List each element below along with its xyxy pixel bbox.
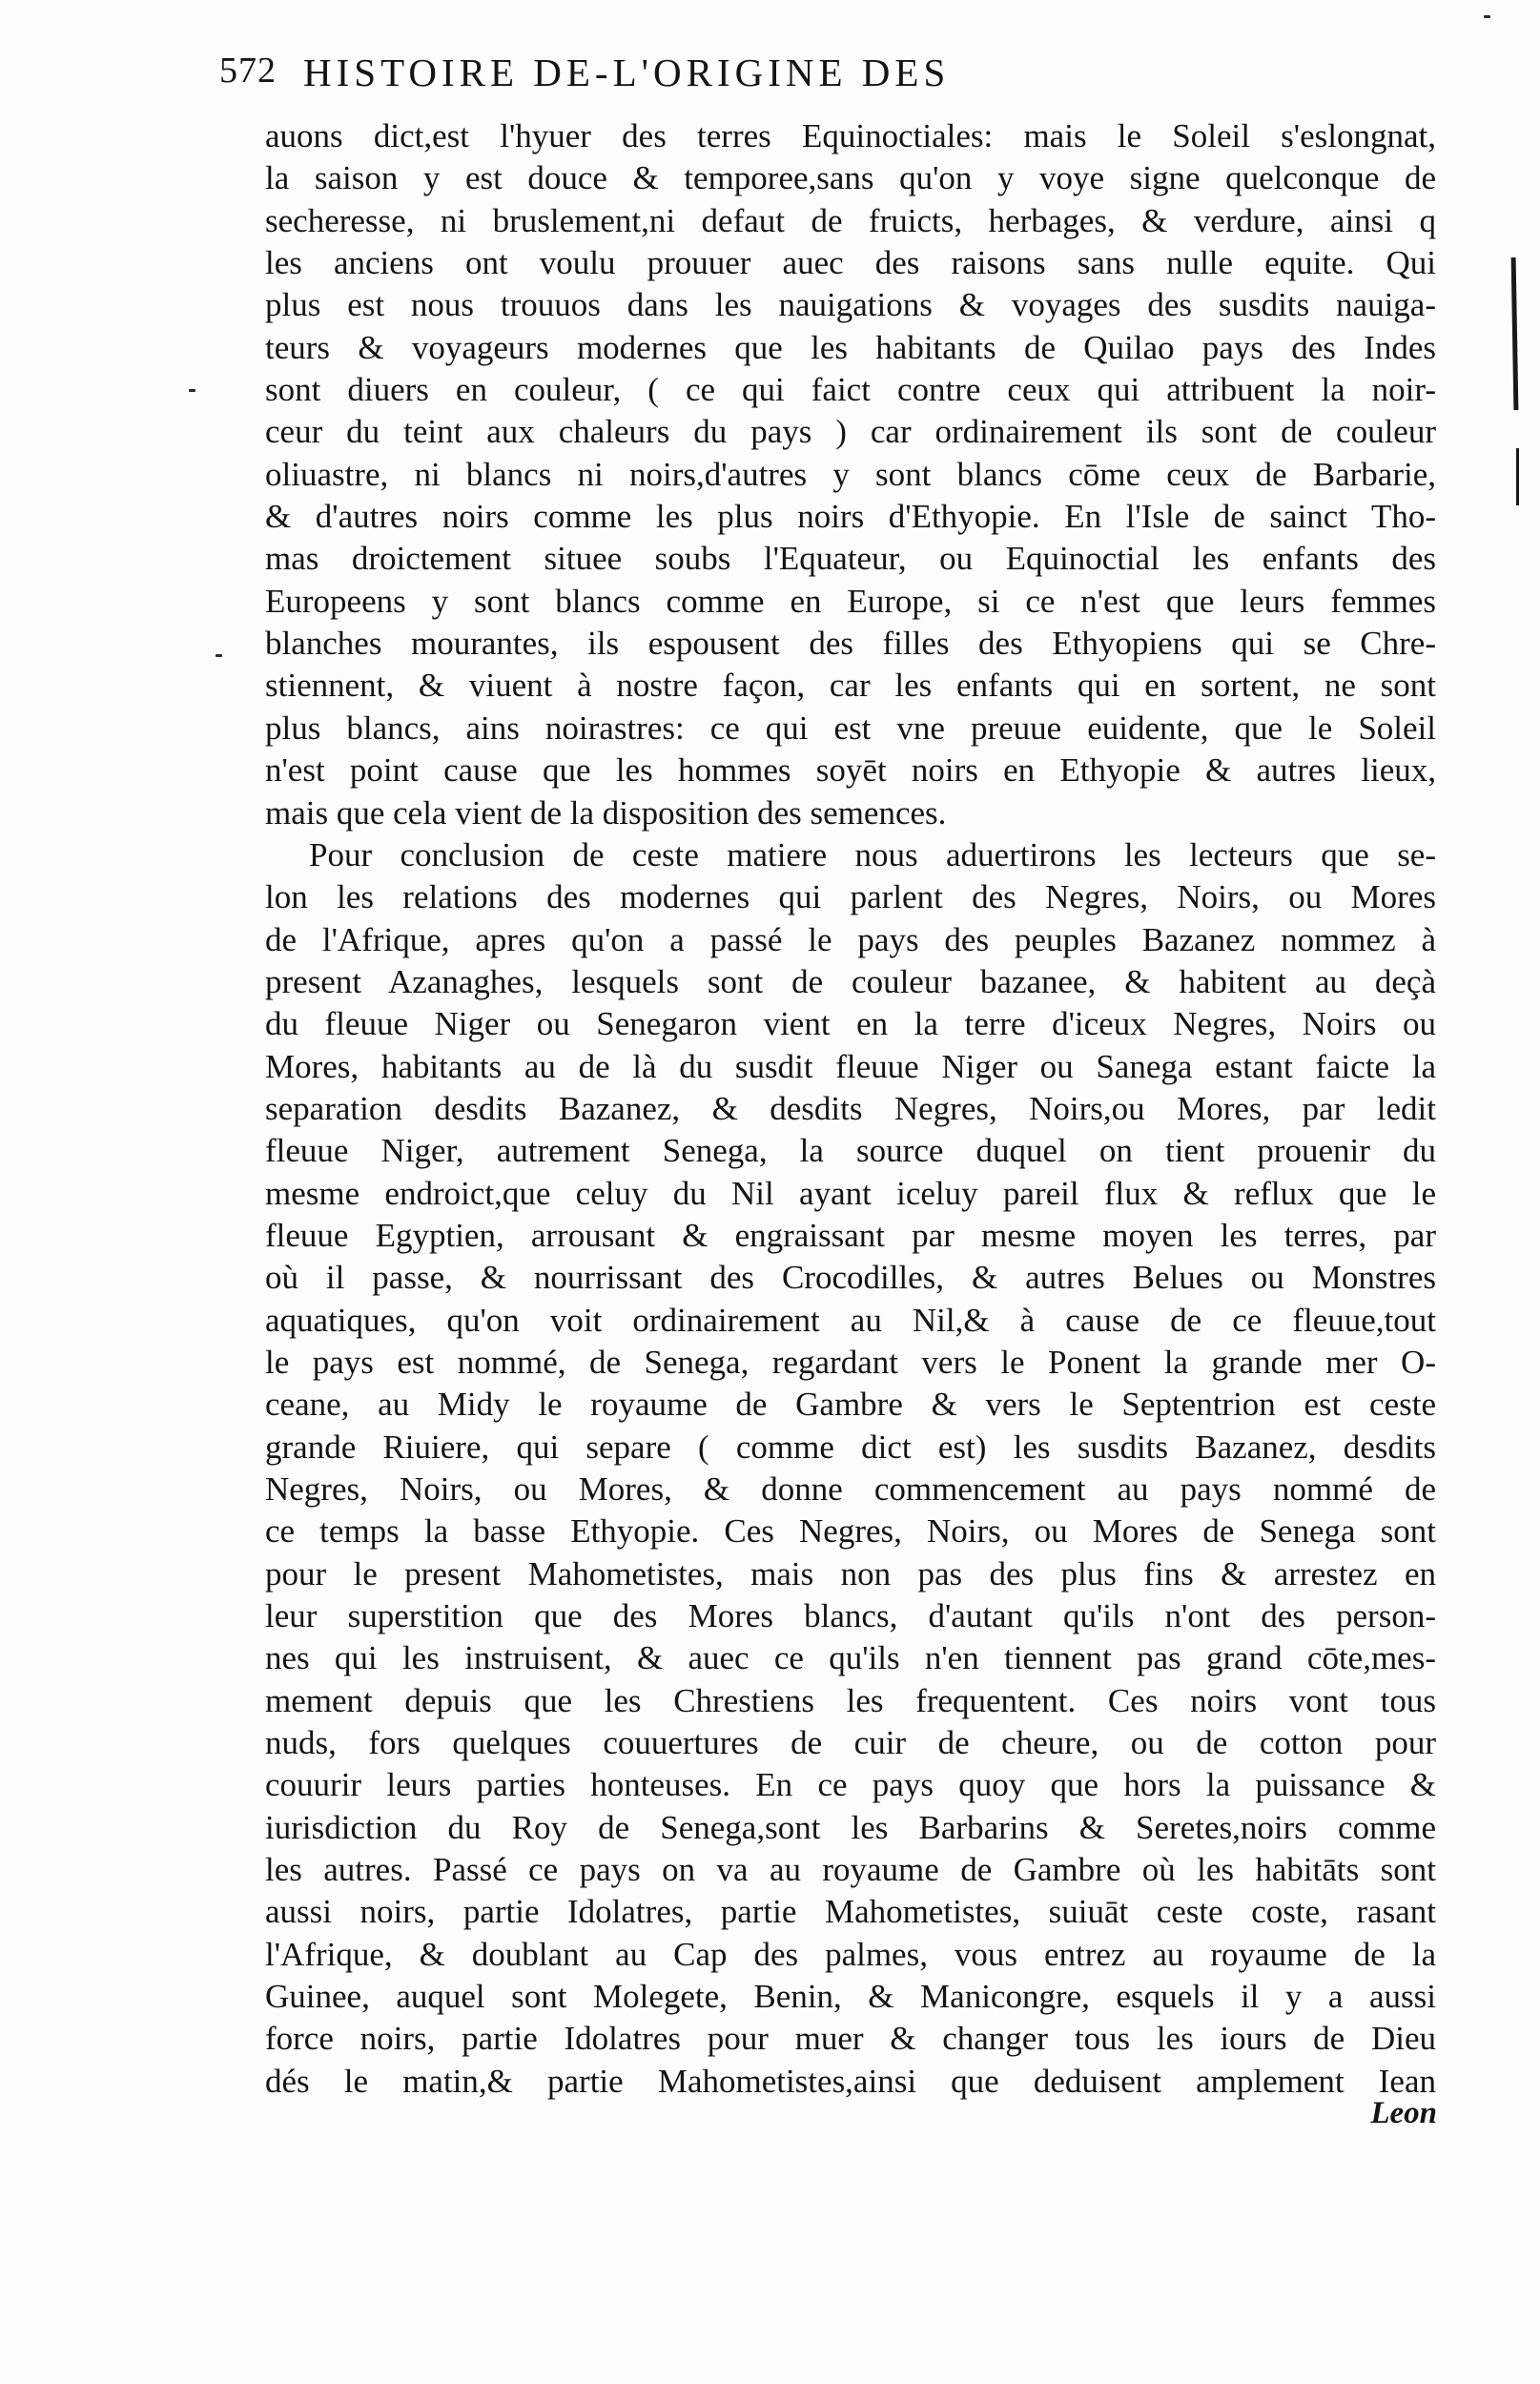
text-line: fleuue Niger, autrement Senega, la source duquel on tient prouenir du	[265, 1132, 1436, 1170]
margin-rule-mark	[1516, 448, 1519, 505]
text-line: où il passe, & nourrissant des Crocodilles, & autres Belues ou Monstres	[265, 1259, 1436, 1297]
text-line: sont diuers en couleur, ( ce qui faict contre ceux qui attribuent la noir-	[265, 371, 1436, 409]
text-line: Mores, habitants au de là du susdit fleuue Niger ou Sanega estant faicte la	[265, 1047, 1436, 1085]
text-line: de l'Afrique, apres qu'on a passé le pays des peuples Bazanez nommez à	[265, 920, 1436, 958]
text-line: present Azanaghes, lesquels sont de couleur bazanee, & habitent au deçà	[265, 962, 1436, 1000]
text-line: fleuue Egyptien, arrousant & engraissant par mesme moyen les terres, par	[265, 1216, 1436, 1254]
page-number: 572	[219, 51, 277, 91]
text-line: nes qui les instruisent, & auec ce qu'ils n'en tiennent pas grand cōte,mes-	[265, 1639, 1436, 1677]
margin-rule-mark	[1511, 257, 1519, 410]
text-line: l'Afrique, & doublant au Cap des palmes, vous entrez au royaume de la	[265, 1935, 1436, 1973]
text-line: aquatiques, qu'on voit ordinairement au Nil,& à cause de ce fleuue,tout	[265, 1301, 1436, 1339]
text-line: leur superstition que des Mores blancs, d'autant qu'ils n'ont des person-	[265, 1597, 1436, 1635]
text-line: la saison y est douce & temporee,sans qu'on y voye signe quelconque de	[265, 159, 1436, 197]
text-line: stiennent, & viuent à nostre façon, car les enfants qui en sortent, ne sont	[265, 667, 1436, 705]
text-line: secheresse, ni bruslement,ni defaut de fruicts, herbages, & verdure, ainsi q	[265, 201, 1436, 239]
text-line: Europeens y sont blancs comme en Europe, si ce n'est que leurs femmes	[265, 582, 1436, 620]
text-line: blanches mourantes, ils espousent des filles des Ethyopiens qui se Chre-	[265, 625, 1436, 663]
text-line: plus est nous trouuos dans les nauigations & voyages des susdits nauiga-	[265, 286, 1436, 324]
text-line: lon les relations des modernes qui parlent des Negres, Noirs, ou Mores	[265, 878, 1436, 916]
text-line: n'est point cause que les hommes soyēt noirs en Ethyopie & autres lieux,	[265, 751, 1436, 790]
text-line: ceane, au Midy le royaume de Gambre & vers le Septentrion est ceste	[265, 1386, 1436, 1424]
text-line: les anciens ont voulu prouuer auec des raisons sans nulle equite. Qui	[265, 244, 1436, 282]
text-line: mas droictement situee soubs l'Equateur, ou Equinoctial les enfants des	[265, 540, 1436, 578]
text-line: teurs & voyageurs modernes que les habitants de Quilao pays des Indes	[265, 328, 1436, 366]
text-line: Pour conclusion de ceste matiere nous aduertirons les lecteurs que se-	[309, 835, 1436, 873]
running-title: HISTOIRE DE-L'ORIGINE DES	[303, 51, 951, 94]
body-text	[265, 115, 1436, 2103]
text-line: couurir leurs parties honteuses. En ce pays quoy que hors la puissance &	[265, 1766, 1436, 1804]
text-line: le pays est nommé, de Senega, regardant vers le Ponent la grande mer O-	[265, 1343, 1436, 1381]
text-line: pour le present Mahometistes, mais non pas des plus fins & arrestez en	[265, 1554, 1436, 1593]
text-line: Guinee, auquel sont Molegete, Benin, & Manicongre, esquels il y a aussi	[265, 1978, 1436, 2016]
gutter-mark	[189, 389, 195, 392]
catchword: Leon	[1370, 2096, 1437, 2130]
text-line: ce temps la basse Ethyopie. Ces Negres, Noirs, ou Mores de Senega sont	[265, 1512, 1436, 1551]
gutter-mark	[216, 654, 222, 657]
text-line: grande Riuiere, qui separe ( comme dict est) les susdits Bazanez, desdits	[265, 1428, 1436, 1466]
text-line: mesme endroict,que celuy du Nil ayant iceluy pareil flux & reflux que le	[265, 1174, 1436, 1212]
text-line: ceur du teint aux chaleurs du pays ) car ordinairement ils sont de couleur	[265, 413, 1436, 451]
text-line: les autres. Passé ce pays on va au royaume de Gambre où les habitāts sont	[265, 1851, 1436, 1889]
text-line: du fleuue Niger ou Senegaron vient en la terre d'iceux Negres, Noirs ou	[265, 1005, 1436, 1043]
text-line: Negres, Noirs, ou Mores, & donne commencement au pays nommé de	[265, 1470, 1436, 1508]
text-line: plus blancs, ains noirastres: ce qui est vne preuue euidente, que le Soleil	[265, 709, 1436, 747]
text-line: iurisdiction du Roy de Senega,sont les Barbarins & Seretes,noirs comme	[265, 1808, 1436, 1846]
text-line: separation desdits Bazanez, & desdits Negres, Noirs,ou Mores, par ledit	[265, 1089, 1436, 1127]
gutter-mark	[1484, 15, 1490, 18]
text-line: oliuastre, ni blancs ni noirs,d'autres y sont blancs cōme ceux de Barbarie,	[265, 455, 1436, 493]
text-line: nuds, fors quelques couuertures de cuir de cheure, ou de cotton pour	[265, 1724, 1436, 1762]
text-line: auons dict,est l'hyuer des terres Equinoctiales: mais le Soleil s'eslongnat,	[265, 117, 1436, 154]
page-header	[219, 50, 1240, 116]
text-line: aussi noirs, partie Idolatres, partie Mahometistes, suiuāt ceste coste, rasant	[265, 1893, 1436, 1931]
text-line: force noirs, partie Idolatres pour muer & changer tous les iours de Dieu	[265, 2020, 1436, 2058]
text-line: mement depuis que les Chrestiens les frequentent. Ces noirs vont tous	[265, 1681, 1436, 1719]
text-line: dés le matin,& partie Mahometistes,ainsi que deduisent amplement Iean	[265, 2062, 1436, 2100]
text-line: mais que cela vient de la disposition des semences.	[265, 793, 947, 832]
text-line: & d'autres noirs comme les plus noirs d'Ethyopie. En l'Isle de sainct Tho-	[265, 498, 1436, 536]
